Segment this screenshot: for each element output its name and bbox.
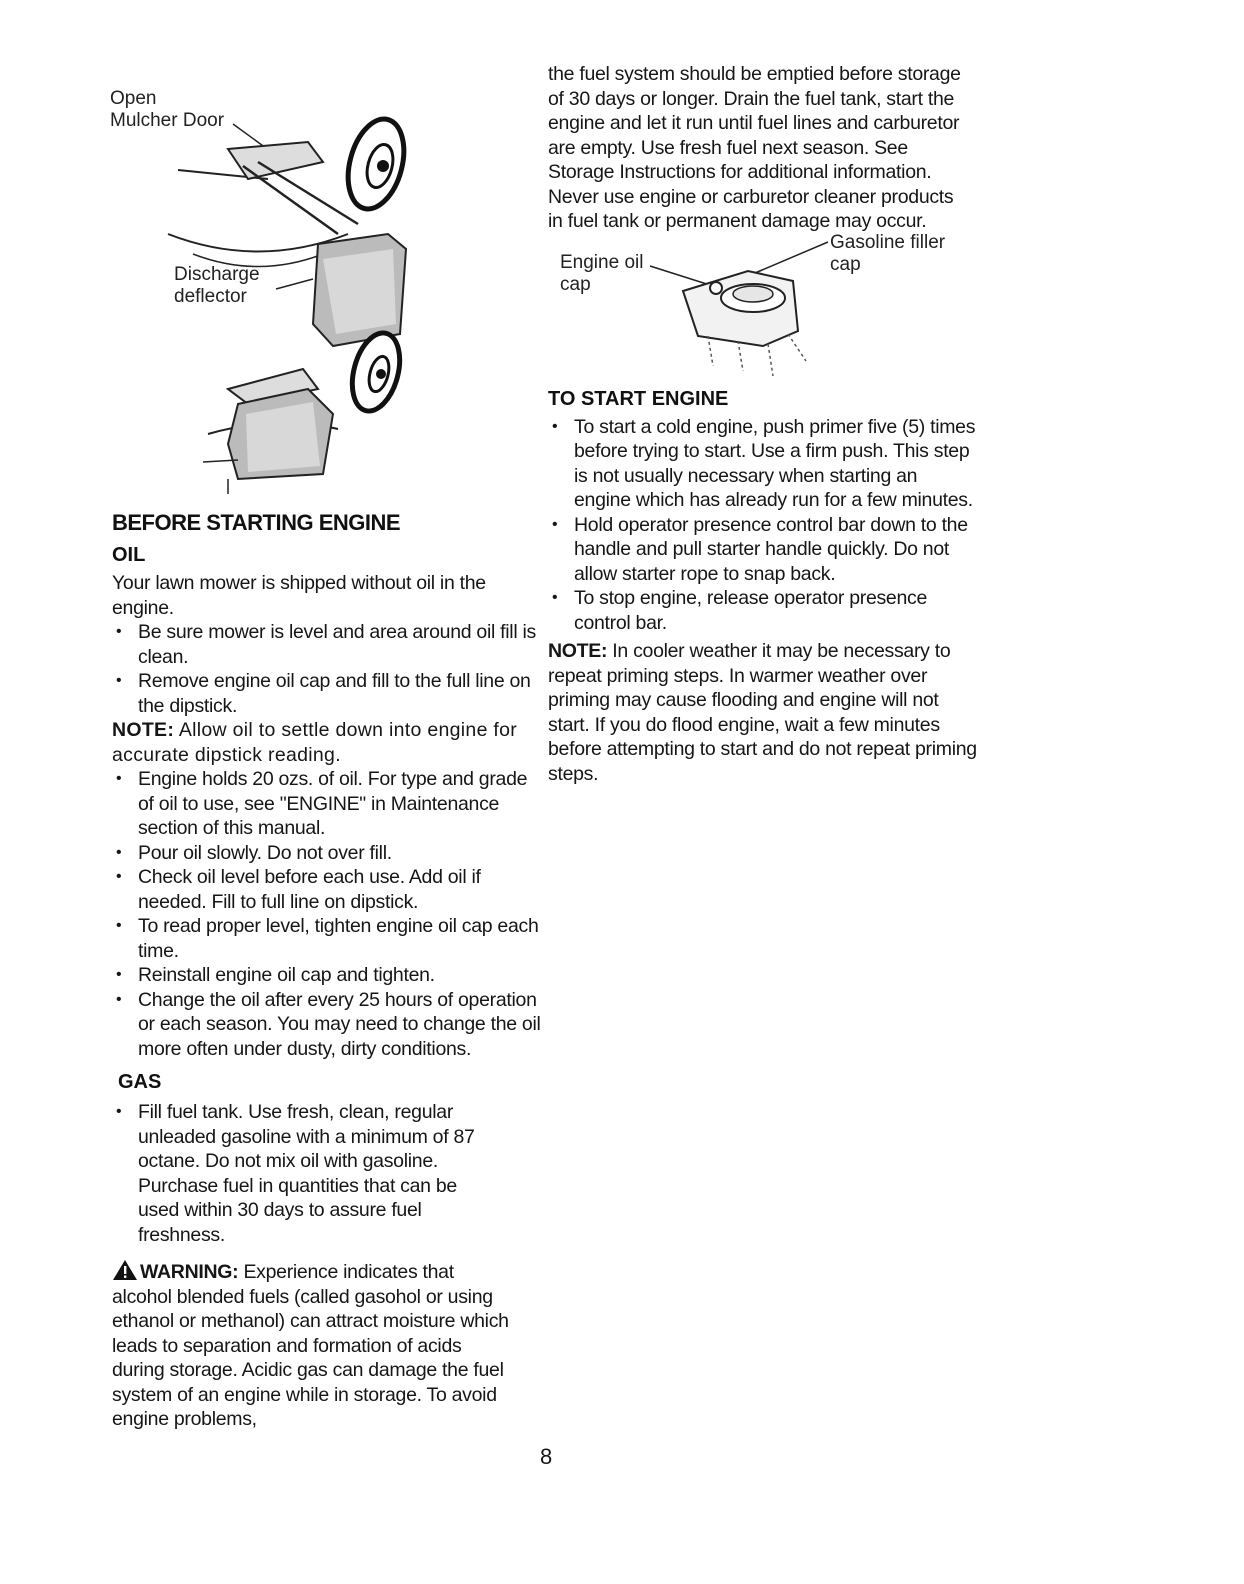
warning-paragraph: [112, 1259, 542, 1432]
warning-label: WARNING:: [140, 1261, 239, 1283]
list-item: • Engine holds 20 ozs. of oil. For type and grade of oil to use, see "ENGINE" in Maintenance section of this manual.: [112, 767, 542, 841]
list-item: • Fill fuel tank. Use fresh, clean, regular unleaded gasoline with a minimum of 87 octane. Do not mix oil with gasoline. Purchase fuel in quantities that can be used within 30 days to assure fuel freshness.: [112, 1100, 542, 1247]
note-text: In cooler weather it may be necessary to repeat priming steps. In warmer weather over priming may cause flooding and engine will not start. If you do flood engine, wait a few minutes before attempting to start and do not repeat priming steps.: [548, 640, 977, 785]
to-start-engine-heading: TO START ENGINE: [548, 387, 729, 410]
list-item: • To start a cold engine, push primer five (5) times before trying to start. Use a firm push. This step is not usually necessary when starting an engine which has already run for a few minutes.: [548, 415, 978, 513]
gas-bullets: [112, 1100, 542, 1247]
list-item: • Remove engine oil cap and fill to the full line on the dipstick.: [112, 669, 542, 718]
warning-text: Experience indicates that alcohol blended fuels (called gasohol or using ethanol or methanol) can attract moisture which leads to separation and formation of acids during storage. Acidic gas can damage the fuel system of an engine while in storage. To avoid engine problems,: [112, 1261, 509, 1430]
list-item: • Hold operator presence control bar down to the handle and pull starter handle quickly. Do not allow starter rope to snap back.: [548, 513, 978, 587]
discharge-deflector-label: Discharge deflector: [174, 264, 260, 307]
engine-caps-figure: [548, 231, 978, 386]
oil-intro: Your lawn mower is shipped without oil in the engine.: [112, 572, 486, 619]
list-item: • Pour oil slowly. Do not over fill.: [112, 841, 542, 866]
oil-bullets-a: [112, 620, 542, 718]
list-item: • To stop engine, release operator presence control bar.: [548, 586, 978, 635]
oil-bullets-b: [112, 767, 542, 1061]
mulcher-figure: [108, 84, 438, 504]
list-item: • Be sure mower is level and area around oil fill is clean.: [112, 620, 542, 669]
engine-oil-cap-label: Engine oil cap: [560, 251, 644, 295]
note-label: NOTE:: [112, 719, 175, 741]
mulcher-door-illustration: [108, 84, 438, 504]
warning-triangle-icon: [112, 1259, 138, 1281]
oil-heading: OIL: [112, 544, 146, 566]
note-text: Allow oil to settle down into engine for accurate dipstick reading.: [112, 719, 518, 766]
before-starting-heading: BEFORE STARTING ENGINE: [112, 510, 401, 535]
open-mulcher-door-label: Open Mulcher Door: [110, 88, 225, 131]
list-item: • Reinstall engine oil cap and tighten.: [112, 963, 542, 988]
list-item: • Check oil level before each use. Add oil if needed. Fill to full line on dipstick.: [112, 865, 542, 914]
fuel-continued-text: the fuel system should be emptied before storage of 30 days or longer. Drain the fuel tank, start the engine and let it run until fuel lines and carburetor are empty. Use fresh fuel next season. See Storage Instructions for additional information. Never use engine or carburetor cleaner products in fuel tank or permanent damage may occur.: [548, 63, 961, 232]
start-bullets: [548, 415, 978, 636]
gasoline-filler-cap-label: Gasoline filler cap: [830, 231, 946, 275]
right-column: [548, 62, 978, 786]
oil-note: [112, 718, 542, 767]
note-label: NOTE:: [548, 640, 608, 662]
left-column: [112, 510, 542, 1432]
priming-note: [548, 639, 978, 786]
page-number: 8: [540, 1444, 553, 1469]
list-item: • Change the oil after every 25 hours of operation or each season. You may need to change the oil more often under dusty, dirty conditions.: [112, 988, 542, 1062]
gas-heading: GAS: [118, 1071, 162, 1093]
engine-caps-illustration: [548, 236, 978, 386]
list-item: • To read proper level, tighten engine oil cap each time.: [112, 914, 542, 963]
